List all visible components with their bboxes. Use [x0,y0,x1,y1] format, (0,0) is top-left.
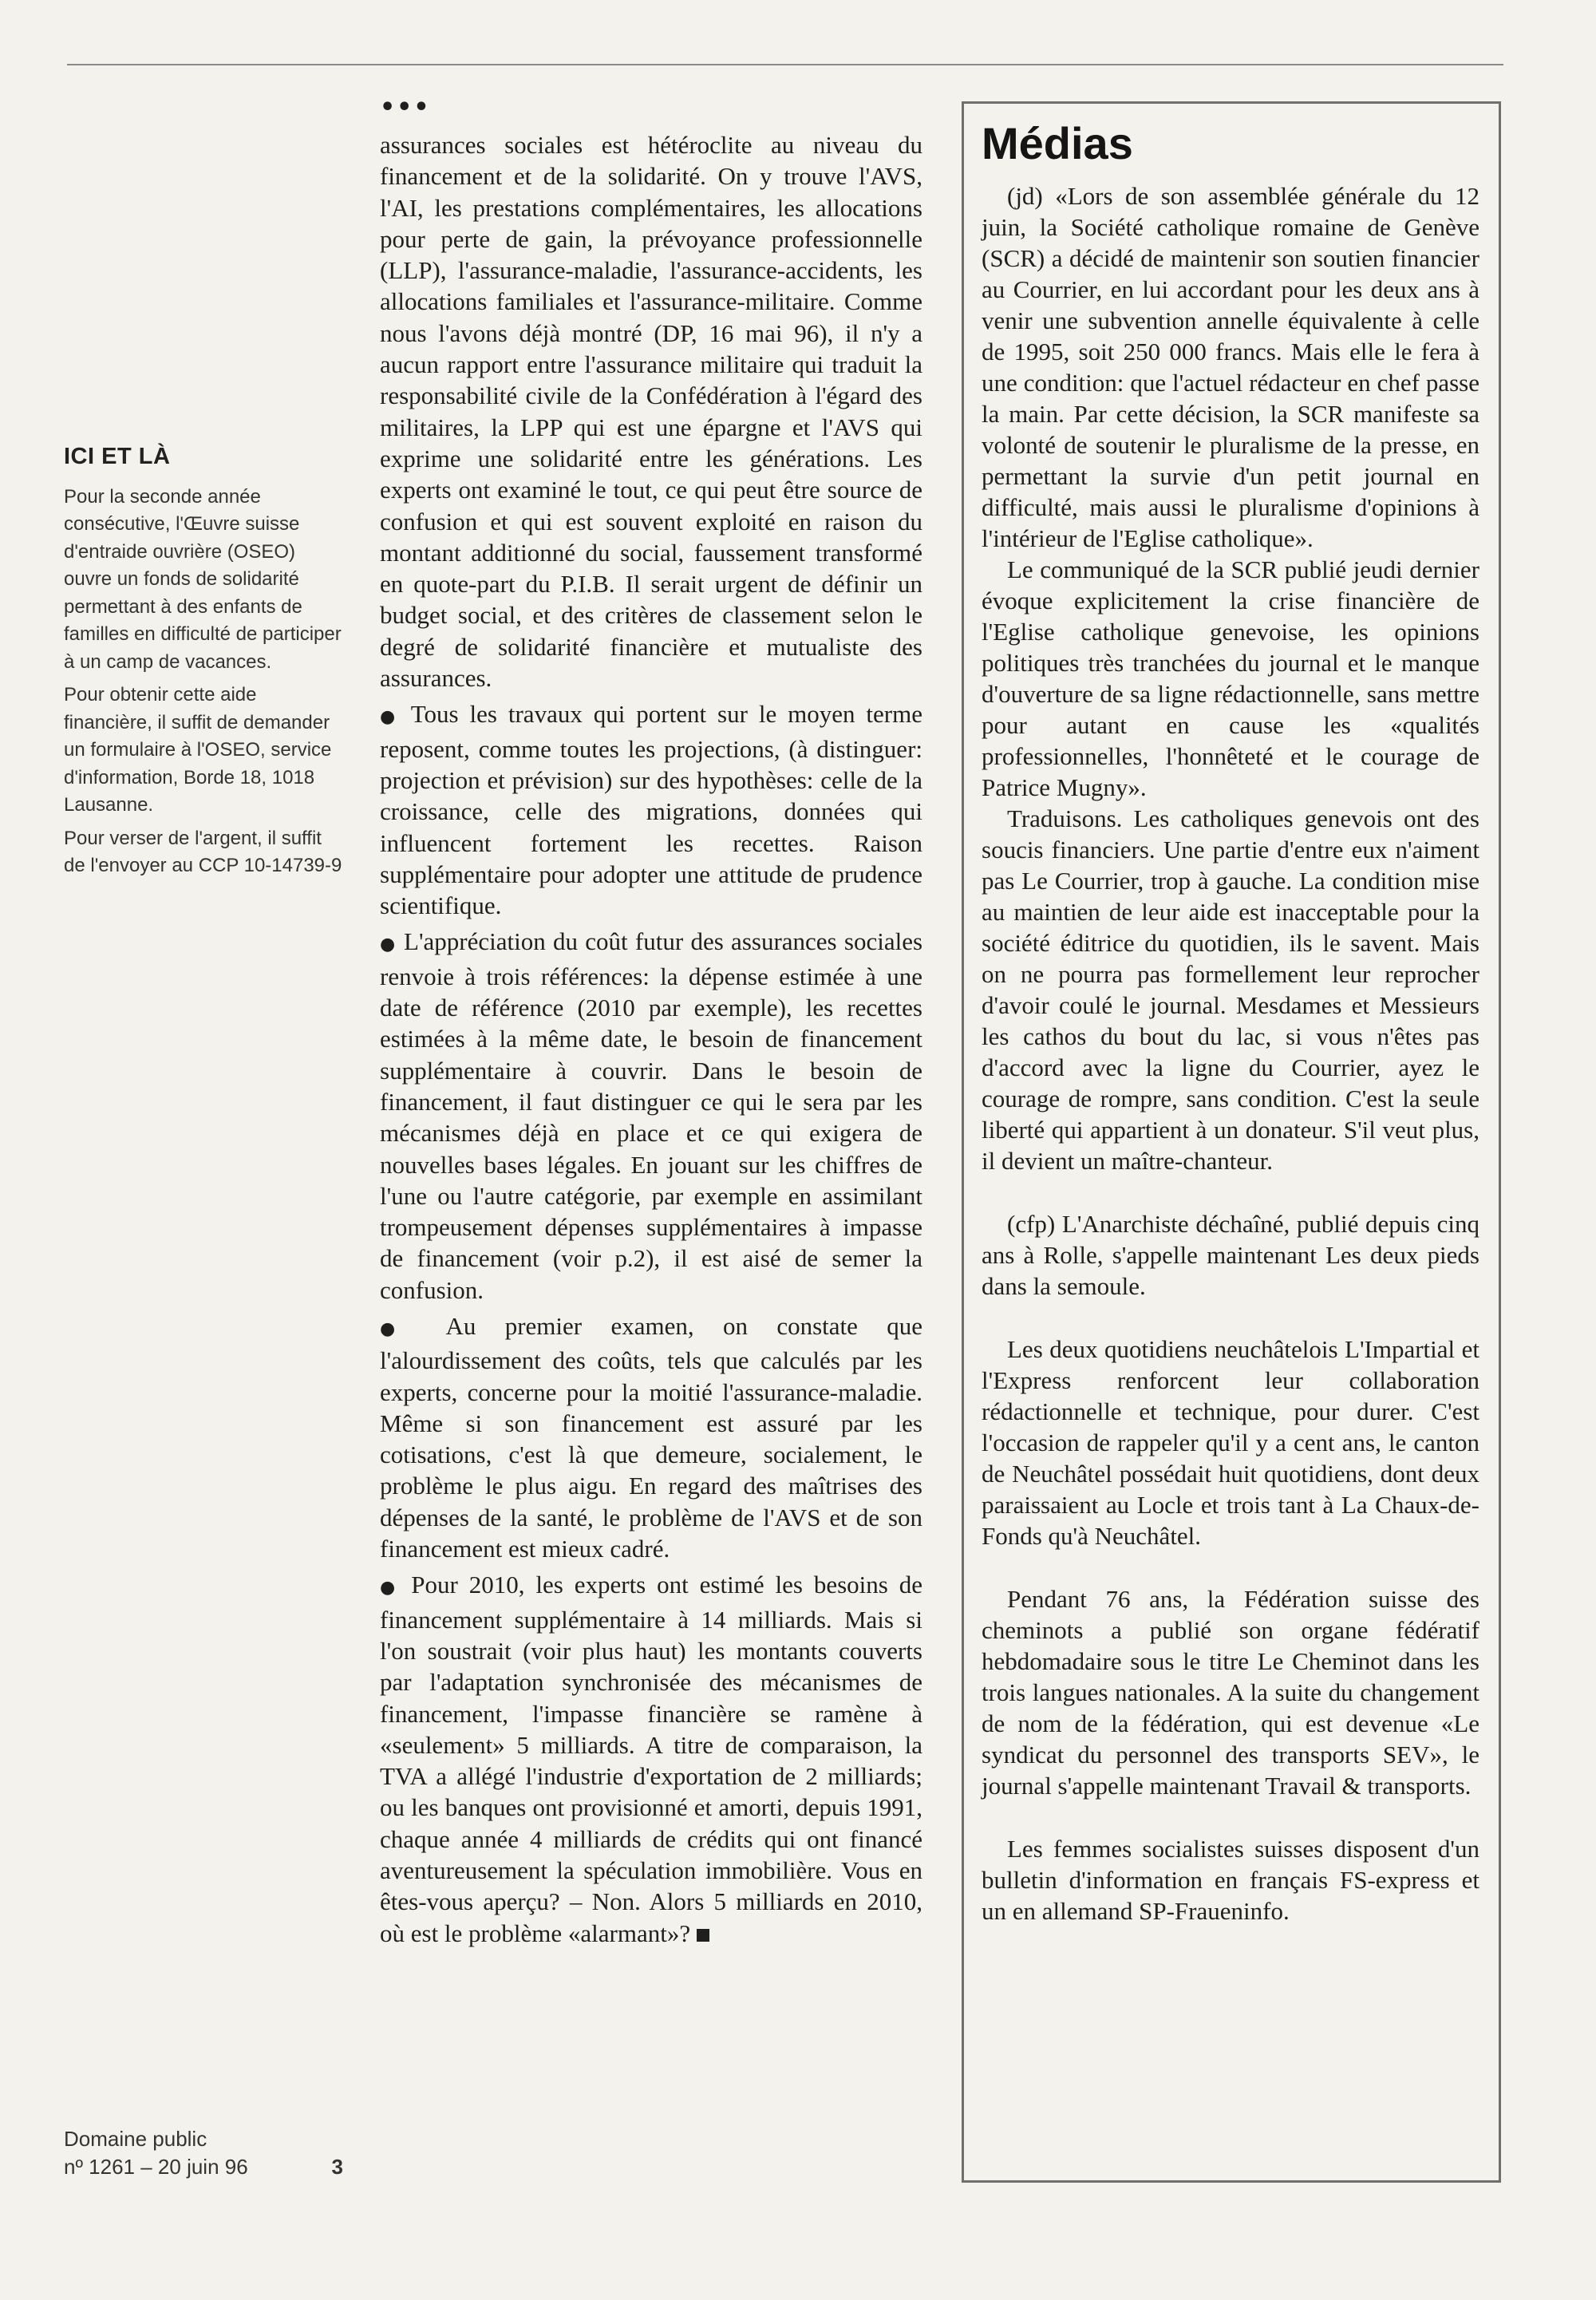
spacer [982,1801,1479,1833]
issue-info: nº 1261 – 20 juin 96 [64,2155,248,2179]
medias-paragraph: Le communiqué de la SCR publié jeudi dernier évoque explicitement la crise financière de l'Eglise catholique genevoise, les opinions politiques très tranchées du journal et le manque d'ouverture de sa ligne rédactionnelle, sans mettre pour autant en cause les «qualités professionnelles, l'honnêteté et le courage de Patrice Mugny». [982,555,1479,801]
article-bullet-paragraph: ● L'appréciation du coût futur des assurances sociales renvoie à trois références: la dépense estimée à une date de référence (2010 par exemple), les recettes estimées à la même date, le besoin de financement supplémentaire à couvrir. Dans le besoin de financement, il faut distinguer ce qui le sera par les mécanismes déjà en place et ce qui exigera de nouvelles bases légales. En jouant sur les chiffres de l'une ou l'autre catégorie, par exemple en assimilant trompeusement dépenses supplémentaires à impasse de financement (voir p.2), il est aisé de semer la confusion. [380,927,923,1304]
bullet-icon: ● [380,1318,418,1339]
sidebar-paragraph: Pour verser de l'argent, il suffit de l'envoyer au CCP 10-14739-9 [64,827,342,876]
article-bullet-paragraph: ● Pour 2010, les experts ont estimé les besoins de financement supplémentaire à 14 milliards. Mais si l'on soustrait (voir plus haut) les montants couverts par l'adaptation synchronisée des mécanismes de financement, l'impasse financière se ramène à «seulement» 5 milliards. A titre de comparaison, la TVA a allégé l'industrie d'exportation de 2 milliards; ou les banques ont provisionné et amorti, depuis 1991, chaque année 4 milliards de crédits qui ont financé aventureusement la spéculation immobilière. Vous en êtes-vous aperçu? – Non. Alors 5 milliards en 2010, où est le problème «alarmant»? [380,1571,923,1947]
article-bullet-paragraph: ● Au premier examen, on constate que l'alourdissement des coûts, tels que calculés par les experts, concerne pour la moitié l'assurance-maladie. Même si son financement est assuré par les cotisations, c'est là que demeure, socialement, le problème le plus aigu. En regard des maîtrises des dépenses de la santé, le problème de l'AVS et de son financement est mieux cadré. [380,1311,922,1563]
article-column [380,93,923,1954]
medias-paragraph: Pendant 76 ans, la Fédération suisse des cheminots a publié son organe fédératif hebdomadaire sous le titre Le Cheminot dans les trois langues nationales. A la suite du changement de nom de la fédération, qui est devenue «Le syndicat du personnel des transports SEV», le journal s'appelle maintenant Travail & transports. [982,1585,1479,1800]
medias-paragraph: Les deux quotidiens neuchâtelois L'Impartial et l'Express renforcent leur collaboration rédactionnelle et technique, pour durer. C'est l'occasion de rappeler qu'il y a cent ans, le canton de Neuchâtel possédait huit quotidiens, dont deux paraissaient au Locle et trois tant à La Chaux-de-Fonds qu'à Neuchâtel. [982,1335,1479,1550]
sidebar-paragraph: Pour la seconde année consécutive, l'Œuvre suisse d'entraide ouvrière (OSEO) ouvre un fonds de solidarité permettant à des enfants de familles en difficulté de participer à un camp de vacances. [64,485,342,673]
top-rule [67,64,1503,65]
sidebar-ici-et-la [64,443,343,886]
spacer [982,1176,1479,1208]
article-bullet-paragraph: ● Tous les travaux qui portent sur le moyen terme reposent, comme toutes les projections, (à distinguer: projection et prévision) sur des hypothèses: celle de la croissance, celle des migrations, données qui influencent fortement les recettes. Raison supplémentaire pour adopter une attitude de prudence scientifique. [380,700,922,920]
sidebar-heading: ICI ET LÀ [64,444,171,469]
medias-paragraph: (jd) «Lors de son assemblée générale du 12 juin, la Société catholique romaine de Genève (SCR) a décidé de maintenir son soutien financier au Courrier, en lui accordant pour les deux ans à venir une subvention annelle équivalente à celle de 1995, soit 250 000 francs. Mais elle le fera à une condition: que l'actuel rédacteur en chef passe la main. Par cette décision, la SCR manifeste sa volonté de soutenir le pluralisme de la presse, en permettant la survie d'un petit journal en difficulté, mais aussi le pluralisme d'opinions à l'intérieur de l'Eglise catholique». [982,182,1479,552]
medias-body [982,180,1479,1927]
page-footer [64,2125,343,2181]
bullet-icon: ● [380,707,401,728]
article-intro: assurances sociales est hétéroclite au niveau du financement et de la solidarité. On y trouve l'AVS, l'AI, les prestations complémentaires, les allocations pour perte de gain, la prévoyance professionnelle (LLP), l'assurance-maladie, l'assurance-accidents, les allocations familiales et l'assurance-militaire. Comme nous l'avons déjà montré (DP, 16 mai 96), il n'y a aucun rapport entre l'assurance militaire qui traduit la responsabilité civile de la Confédération à l'égard des militaires, la LPP qui est une épargne et l'AVS qui exprime une solidarité entre les générations. Les experts ont examiné le tout, ce qui peut être source de confusion et qui est souvent exploité en raison du montant additionné du social, faussement transformé en quote-part du P.I.B. Il serait urgent de définir un budget social, et des critères de classement selon le degré de solidarité financière et mutualiste des assurances. [380,131,922,693]
publication-name: Domaine public [64,2127,207,2151]
bullet-icon: ● [380,935,397,955]
end-of-article-icon [697,1929,709,1942]
page-number: 3 [331,2155,343,2179]
medias-paragraph: (cfp) L'Anarchiste déchaîné, publié depuis cinq ans à Rolle, s'appelle maintenant Les deux pieds dans la semoule. [982,1210,1479,1300]
medias-title: Médias [982,118,1133,168]
medias-paragraph: Les femmes socialistes suisses disposent d'un bulletin d'information en français FS-express et un en allemand SP-Fraueninfo. [982,1835,1479,1925]
article-body [380,129,922,1949]
bullet-icon: ● [380,1578,401,1599]
sidebar-paragraph: Pour obtenir cette aide financière, il suffit de demander un formulaire à l'OSEO, service d'information, Borde 18, 1018 Lausanne. [64,684,332,816]
medias-box [962,101,1501,2183]
spacer [982,1302,1479,1334]
continuation-mark: ••• [380,93,431,121]
medias-paragraph: Traduisons. Les catholiques genevois ont des soucis financiers. Une partie d'entre eux n'aiment pas Le Courrier, trop à gauche. La condition mise au maintien de leur aide est inacceptable pour la société éditrice du quotidien, ils le savent. Mais on ne pourra pas formellement leur reprocher d'avoir coulé le journal. Mesdames et Messieurs les cathos du bout du lac, si vous n'êtes pas d'accord avec la ligne du Courrier, ayez le courage de rompre, sans condition. C'est la seule liberté qui appartient à un donateur. S'il veut plus, il devient un maître-chanteur. [982,804,1479,1175]
spacer [982,1551,1479,1583]
